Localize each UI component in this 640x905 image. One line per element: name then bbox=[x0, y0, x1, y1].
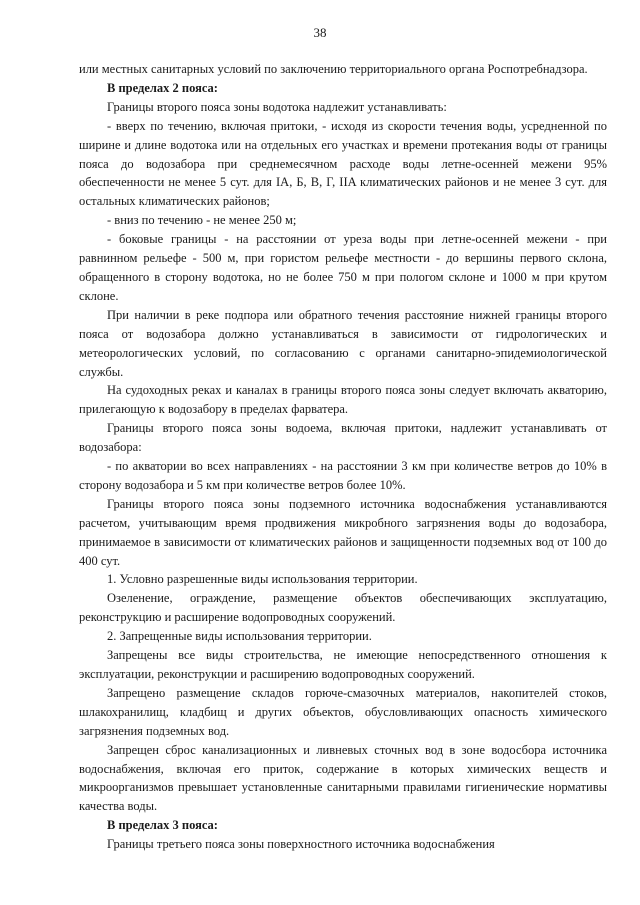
numbered-item-conditional-uses: 1. Условно разрешенные виды использования территории. bbox=[107, 572, 418, 587]
paragraph: Границы второго пояса зоны подземного источника водоснабжения устанавливаются расчетом, учитывающим время продвижения микробного загрязнения воды до водозабора, принимаемое в зависимости от климатических районов и защищенности подземных вод от 100 до 400 сут. bbox=[79, 496, 607, 568]
paragraph: Границы второго пояса зоны водоема, включая притоки, надлежит устанавливать от водозабора: bbox=[79, 421, 607, 455]
list-item-downstream: - вниз по течению - не менее 250 м; bbox=[107, 213, 297, 228]
section-heading-zone-2: В пределах 2 пояса: bbox=[107, 80, 218, 95]
paragraph: Запрещен сброс канализационных и ливневых сточных вод в зоне водосбора источника водоснабжения, включая его приток, содержание в которых химических веществ и микроорганизмов превышает установленные санитарными правилами гигиенические нормативы качества воды. bbox=[79, 742, 607, 814]
numbered-item-prohibited-uses: 2. Запрещенные виды использования территории. bbox=[107, 629, 372, 644]
document-body bbox=[79, 60, 607, 854]
list-item-side-borders: - боковые границы - на расстоянии от уреза воды при летне-осенней межени - при равнинном рельефе - 500 м, при гористом рельефе местности - до вершины первого склона, обращенного в сторону водотока, но не более 750 м при пологом склоне и 1000 м при крутом склоне. bbox=[79, 232, 607, 303]
paragraph: При наличии в реке подпора или обратного течения расстояние нижней границы второго пояса от водозабора должно устанавливаться в зависимости от гидрологических и метеорологических условий, по согласованию с органами санитарно-эпидемиологической службы. bbox=[79, 307, 607, 379]
paragraph-continuation: или местных санитарных условий по заключению территориального органа Роспотребнадзора. bbox=[79, 62, 588, 76]
list-item-upstream: - вверх по течению, включая притоки, - исходя из скорости течения воды, усредненной по ширине и длине водотока или на отдельных его участках и времени протекания воды от границы пояса до водозабора при среднемесячном расходе воды летне-осенней межени 95% обеспеченности не менее 5 сут. для IA, Б, В, Г, IIA климатических районов и не менее 3 сут. для остальных климатических районов; bbox=[79, 118, 607, 209]
paragraph: Запрещено размещение складов горюче-смазочных материалов, накопителей стоков, шлакохранилищ, кладбищ и других объектов, обусловливающих опасность химического загрязнения подземных вод. bbox=[79, 685, 607, 738]
paragraph: Запрещены все виды строительства, не имеющие непосредственного отношения к эксплуатации, реконструкции и расширению водопроводных сооружений. bbox=[79, 648, 607, 681]
section-heading-zone-3: В пределах 3 пояса: bbox=[107, 818, 218, 833]
list-item-water-area: - по акватории во всех направлениях - на расстоянии 3 км при количестве ветров до 10% в сторону водозабора и 5 км при количестве ветров более 10%. bbox=[79, 459, 607, 492]
paragraph: Границы второго пояса зоны водотока надлежит устанавливать: bbox=[107, 99, 447, 114]
page-number: 38 bbox=[313, 25, 327, 40]
paragraph: Границы третьего пояса зоны поверхностного источника водоснабжения bbox=[107, 837, 495, 852]
paragraph: Озеленение, ограждение, размещение объектов обеспечивающих эксплуатацию, реконструкцию и расширение водопроводных сооружений. bbox=[79, 591, 607, 625]
paragraph: На судоходных реках и каналах в границы второго пояса зоны следует включать акваторию, прилегающую к водозабору в пределах фарватера. bbox=[79, 383, 607, 417]
